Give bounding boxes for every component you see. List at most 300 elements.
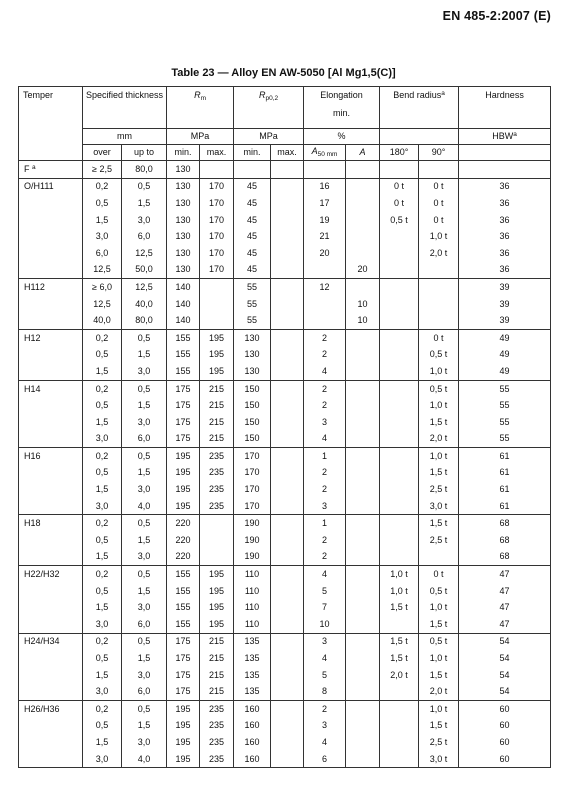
header-unit-bend-empty — [380, 129, 459, 145]
cell-a — [346, 599, 380, 616]
table-row — [19, 296, 551, 313]
table-row — [19, 431, 551, 448]
cell-rp-min: 160 — [234, 734, 271, 751]
cell-rp-max — [271, 515, 304, 532]
cell-rp-max — [271, 212, 304, 229]
cell-hardness: 60 — [459, 718, 551, 735]
cell-bend-180 — [380, 363, 419, 380]
cell-up-to: 0,5 — [122, 633, 167, 650]
cell-a50mm: 12 — [304, 279, 346, 296]
cell-rp-max — [271, 312, 304, 329]
cell-rp-max — [271, 566, 304, 583]
cell-over: 3,0 — [83, 683, 122, 700]
cell-rm-max: 195 — [200, 566, 234, 583]
cell-bend-90 — [419, 262, 459, 279]
cell-temper: H26/H36 — [19, 701, 83, 718]
cell-bend-180 — [380, 312, 419, 329]
cell-rp-max — [271, 363, 304, 380]
cell-rm-max: 235 — [200, 701, 234, 718]
cell-hardness: 61 — [459, 448, 551, 465]
cell-rm-min: 140 — [167, 312, 200, 329]
cell-rp-max — [271, 262, 304, 279]
cell-rp-max — [271, 718, 304, 735]
cell-rp-max — [271, 228, 304, 245]
cell-rm-max: 215 — [200, 683, 234, 700]
cell-rm-min: 220 — [167, 549, 200, 566]
table-row — [19, 245, 551, 262]
cell-a50mm: 2 — [304, 549, 346, 566]
cell-a — [346, 448, 380, 465]
cell-bend-180: 0,5 t — [380, 212, 419, 229]
cell-rp-max — [271, 650, 304, 667]
cell-a — [346, 195, 380, 212]
cell-rm-max: 170 — [200, 212, 234, 229]
cell-bend-180 — [380, 498, 419, 515]
cell-bend-180 — [380, 397, 419, 414]
cell-bend-180: 1,0 t — [380, 583, 419, 600]
cell-rp-min: 150 — [234, 380, 271, 397]
cell-up-to: 6,0 — [122, 228, 167, 245]
cell-rm-max: 215 — [200, 667, 234, 684]
cell-a — [346, 683, 380, 700]
table-row — [19, 566, 551, 583]
cell-rp-min: 160 — [234, 751, 271, 768]
cell-rm-min: 175 — [167, 380, 200, 397]
cell-rp-max — [271, 347, 304, 364]
header-unit-mpa-rm: MPa — [167, 129, 234, 145]
cell-hardness: 55 — [459, 414, 551, 431]
cell-temper — [19, 549, 83, 566]
cell-over: 0,5 — [83, 718, 122, 735]
cell-hardness: 36 — [459, 245, 551, 262]
cell-bend-180: 1,0 t — [380, 566, 419, 583]
cell-up-to: 6,0 — [122, 683, 167, 700]
table-row — [19, 195, 551, 212]
cell-a — [346, 633, 380, 650]
cell-a — [346, 245, 380, 262]
cell-bend-180: 1,5 t — [380, 650, 419, 667]
header-unit-percent: % — [304, 129, 380, 145]
cell-up-to: 1,5 — [122, 195, 167, 212]
cell-a50mm: 3 — [304, 414, 346, 431]
standard-reference: EN 485-2:2007 (E) — [442, 9, 551, 23]
cell-a — [346, 228, 380, 245]
cell-a — [346, 161, 380, 179]
cell-rp-min: 55 — [234, 312, 271, 329]
cell-up-to: 6,0 — [122, 431, 167, 448]
cell-a — [346, 650, 380, 667]
cell-rm-max — [200, 549, 234, 566]
cell-rp-max — [271, 667, 304, 684]
cell-rm-max — [200, 279, 234, 296]
cell-bend-90: 1,0 t — [419, 650, 459, 667]
cell-up-to: 3,0 — [122, 363, 167, 380]
cell-temper — [19, 397, 83, 414]
cell-hardness: 54 — [459, 633, 551, 650]
cell-hardness: 49 — [459, 363, 551, 380]
cell-rm-min: 195 — [167, 751, 200, 768]
cell-a — [346, 380, 380, 397]
cell-hardness: 54 — [459, 650, 551, 667]
cell-rp-min: 110 — [234, 583, 271, 600]
cell-hardness: 61 — [459, 498, 551, 515]
cell-over: 3,0 — [83, 431, 122, 448]
cell-rp-min: 45 — [234, 195, 271, 212]
table-row — [19, 347, 551, 364]
cell-a — [346, 583, 380, 600]
cell-temper — [19, 347, 83, 364]
table-row — [19, 515, 551, 532]
cell-temper — [19, 228, 83, 245]
cell-rm-min: 155 — [167, 616, 200, 633]
cell-a: 10 — [346, 296, 380, 313]
cell-bend-90: 0 t — [419, 566, 459, 583]
table-row — [19, 481, 551, 498]
cell-rp-max — [271, 195, 304, 212]
table-row — [19, 751, 551, 768]
cell-a50mm: 1 — [304, 448, 346, 465]
cell-rp-max — [271, 599, 304, 616]
cell-temper — [19, 195, 83, 212]
cell-temper — [19, 431, 83, 448]
table-row — [19, 363, 551, 380]
cell-bend-90: 1,5 t — [419, 667, 459, 684]
cell-up-to: 0,5 — [122, 329, 167, 346]
cell-temper — [19, 312, 83, 329]
cell-up-to: 1,5 — [122, 397, 167, 414]
table-row — [19, 650, 551, 667]
cell-rp-min: 130 — [234, 347, 271, 364]
cell-bend-90: 0,5 t — [419, 347, 459, 364]
cell-a50mm — [304, 312, 346, 329]
cell-hardness: 60 — [459, 701, 551, 718]
cell-rp-max — [271, 448, 304, 465]
header-over: over — [83, 145, 122, 161]
table-row — [19, 549, 551, 566]
cell-bend-180 — [380, 296, 419, 313]
cell-hardness: 36 — [459, 195, 551, 212]
cell-rm-min: 195 — [167, 448, 200, 465]
cell-bend-180: 1,5 t — [380, 633, 419, 650]
cell-rm-min: 155 — [167, 583, 200, 600]
cell-bend-90: 2,5 t — [419, 481, 459, 498]
cell-rp-max — [271, 583, 304, 600]
cell-rm-min: 130 — [167, 212, 200, 229]
table-row — [19, 683, 551, 700]
cell-temper — [19, 296, 83, 313]
cell-rp-min: 190 — [234, 515, 271, 532]
cell-temper — [19, 616, 83, 633]
cell-bend-90: 0 t — [419, 329, 459, 346]
cell-up-to: 1,5 — [122, 583, 167, 600]
cell-a50mm: 4 — [304, 734, 346, 751]
cell-a50mm: 7 — [304, 599, 346, 616]
cell-rp-min: 110 — [234, 599, 271, 616]
cell-rp-max — [271, 633, 304, 650]
cell-a50mm: 8 — [304, 683, 346, 700]
cell-rm-min: 155 — [167, 329, 200, 346]
cell-bend-90 — [419, 279, 459, 296]
cell-rp-min: 45 — [234, 212, 271, 229]
cell-a — [346, 397, 380, 414]
cell-a50mm: 2 — [304, 701, 346, 718]
header-unit-mm: mm — [83, 129, 167, 145]
cell-temper — [19, 667, 83, 684]
cell-a50mm: 10 — [304, 616, 346, 633]
cell-over: 1,5 — [83, 734, 122, 751]
cell-bend-90: 0,5 t — [419, 583, 459, 600]
header-hardness: Hardness — [459, 87, 551, 129]
cell-up-to: 1,5 — [122, 347, 167, 364]
cell-a50mm — [304, 161, 346, 179]
cell-rp-min: 45 — [234, 228, 271, 245]
cell-rm-min: 140 — [167, 279, 200, 296]
cell-a50mm: 5 — [304, 667, 346, 684]
cell-rm-min: 220 — [167, 532, 200, 549]
cell-a50mm: 19 — [304, 212, 346, 229]
cell-rm-min: 175 — [167, 397, 200, 414]
cell-over: 0,2 — [83, 329, 122, 346]
cell-bend-90: 2,5 t — [419, 532, 459, 549]
header-elongation: Elongation min. — [304, 87, 380, 129]
header-proof-strength: $R_{p0,2}$ — [234, 87, 304, 129]
cell-over: 0,2 — [83, 178, 122, 195]
cell-rm-max: 235 — [200, 734, 234, 751]
cell-temper — [19, 212, 83, 229]
cell-up-to: 0,5 — [122, 701, 167, 718]
cell-rp-max — [271, 397, 304, 414]
cell-a — [346, 431, 380, 448]
cell-over: 12,5 — [83, 296, 122, 313]
cell-rp-max — [271, 431, 304, 448]
cell-up-to: 3,0 — [122, 212, 167, 229]
header-up-to: up to — [122, 145, 167, 161]
header-temper: Temper — [19, 87, 83, 161]
cell-bend-180 — [380, 701, 419, 718]
cell-over: 1,5 — [83, 212, 122, 229]
cell-rm-max: 195 — [200, 363, 234, 380]
cell-temper: H112 — [19, 279, 83, 296]
cell-bend-90: 3,0 t — [419, 751, 459, 768]
cell-temper: F $^a$ — [19, 161, 83, 179]
cell-rm-max: 195 — [200, 599, 234, 616]
cell-over: 0,2 — [83, 380, 122, 397]
cell-rp-min: 130 — [234, 329, 271, 346]
cell-hardness: 61 — [459, 465, 551, 482]
cell-rm-min: 155 — [167, 363, 200, 380]
cell-up-to: 0,5 — [122, 178, 167, 195]
cell-a — [346, 347, 380, 364]
cell-rp-min: 160 — [234, 701, 271, 718]
cell-up-to: 1,5 — [122, 465, 167, 482]
cell-rp-min: 190 — [234, 532, 271, 549]
cell-rm-min: 155 — [167, 347, 200, 364]
cell-rm-max: 235 — [200, 448, 234, 465]
cell-bend-180 — [380, 228, 419, 245]
cell-bend-90: 2,5 t — [419, 734, 459, 751]
cell-hardness: 36 — [459, 262, 551, 279]
cell-hardness: 68 — [459, 549, 551, 566]
cell-hardness: 49 — [459, 329, 551, 346]
cell-rm-min: 195 — [167, 465, 200, 482]
cell-bend-90 — [419, 296, 459, 313]
cell-a50mm: 4 — [304, 566, 346, 583]
cell-rp-max — [271, 296, 304, 313]
cell-rp-min: 110 — [234, 566, 271, 583]
cell-rp-min: 135 — [234, 683, 271, 700]
cell-hardness: 39 — [459, 296, 551, 313]
table-row — [19, 667, 551, 684]
cell-temper: O/H111 — [19, 178, 83, 195]
table-row — [19, 178, 551, 195]
cell-hardness: 54 — [459, 667, 551, 684]
cell-over: 0,5 — [83, 650, 122, 667]
cell-temper — [19, 650, 83, 667]
cell-hardness: 61 — [459, 481, 551, 498]
cell-rp-max — [271, 701, 304, 718]
cell-rm-min: 195 — [167, 701, 200, 718]
cell-rm-max — [200, 515, 234, 532]
cell-rm-max: 215 — [200, 633, 234, 650]
cell-bend-90: 1,5 t — [419, 616, 459, 633]
cell-rm-max: 235 — [200, 481, 234, 498]
cell-bend-90: 1,5 t — [419, 465, 459, 482]
cell-bend-90: 1,5 t — [419, 718, 459, 735]
cell-temper: H24/H34 — [19, 633, 83, 650]
cell-rm-max: 170 — [200, 262, 234, 279]
cell-up-to: 0,5 — [122, 380, 167, 397]
cell-bend-90: 2,0 t — [419, 683, 459, 700]
cell-over: ≥ 6,0 — [83, 279, 122, 296]
cell-bend-180 — [380, 549, 419, 566]
cell-a — [346, 751, 380, 768]
table-row — [19, 312, 551, 329]
cell-rp-max — [271, 683, 304, 700]
header-bend-180: 180° — [380, 145, 419, 161]
cell-bend-90: 3,0 t — [419, 498, 459, 515]
cell-temper — [19, 498, 83, 515]
cell-up-to: 1,5 — [122, 650, 167, 667]
cell-up-to: 40,0 — [122, 296, 167, 313]
cell-rp-max — [271, 481, 304, 498]
table-row — [19, 734, 551, 751]
cell-rm-min: 175 — [167, 633, 200, 650]
cell-up-to: 4,0 — [122, 498, 167, 515]
cell-rp-max — [271, 734, 304, 751]
cell-over: 1,5 — [83, 667, 122, 684]
cell-temper — [19, 245, 83, 262]
cell-bend-180 — [380, 329, 419, 346]
cell-a50mm: 5 — [304, 583, 346, 600]
cell-rp-max — [271, 245, 304, 262]
cell-rm-max: 215 — [200, 380, 234, 397]
cell-bend-90: 0,5 t — [419, 633, 459, 650]
header-a50mm: $A_{50 mm}$ — [304, 145, 346, 161]
cell-up-to: 3,0 — [122, 667, 167, 684]
header-a: A — [346, 145, 380, 161]
cell-up-to: 3,0 — [122, 599, 167, 616]
cell-over: 6,0 — [83, 245, 122, 262]
cell-rp-min — [234, 161, 271, 179]
cell-a — [346, 279, 380, 296]
cell-a — [346, 701, 380, 718]
cell-a — [346, 718, 380, 735]
cell-a — [346, 178, 380, 195]
cell-bend-180 — [380, 347, 419, 364]
cell-a50mm: 16 — [304, 178, 346, 195]
cell-rm-max: 170 — [200, 228, 234, 245]
cell-hardness: 36 — [459, 228, 551, 245]
cell-rp-min: 170 — [234, 498, 271, 515]
cell-rm-max: 215 — [200, 431, 234, 448]
table-row — [19, 465, 551, 482]
cell-bend-90: 1,0 t — [419, 363, 459, 380]
cell-hardness: 68 — [459, 515, 551, 532]
cell-rm-min: 195 — [167, 481, 200, 498]
cell-temper: H14 — [19, 380, 83, 397]
cell-rm-max: 170 — [200, 195, 234, 212]
cell-temper — [19, 683, 83, 700]
cell-a50mm: 20 — [304, 245, 346, 262]
cell-rm-max — [200, 532, 234, 549]
table-row — [19, 228, 551, 245]
header-rm-max: max. — [200, 145, 234, 161]
cell-temper — [19, 481, 83, 498]
cell-a — [346, 212, 380, 229]
cell-a50mm: 3 — [304, 633, 346, 650]
cell-rm-min: 195 — [167, 734, 200, 751]
cell-rm-max — [200, 296, 234, 313]
cell-bend-180 — [380, 448, 419, 465]
cell-rm-min: 140 — [167, 296, 200, 313]
header-rp-max: max. — [271, 145, 304, 161]
cell-up-to: 80,0 — [122, 312, 167, 329]
cell-over: 3,0 — [83, 751, 122, 768]
table-row — [19, 718, 551, 735]
table-row — [19, 448, 551, 465]
table-body — [19, 161, 551, 768]
cell-a50mm: 2 — [304, 329, 346, 346]
cell-rp-min: 45 — [234, 262, 271, 279]
cell-bend-90: 1,0 t — [419, 448, 459, 465]
cell-rp-min: 160 — [234, 718, 271, 735]
cell-up-to: 12,5 — [122, 279, 167, 296]
cell-a — [346, 363, 380, 380]
table-row — [19, 633, 551, 650]
cell-over: ≥ 2,5 — [83, 161, 122, 179]
cell-bend-180: 1,5 t — [380, 599, 419, 616]
cell-temper — [19, 718, 83, 735]
cell-rm-min: 130 — [167, 228, 200, 245]
cell-rp-min: 150 — [234, 431, 271, 448]
cell-a — [346, 667, 380, 684]
cell-over: 0,2 — [83, 448, 122, 465]
cell-a — [346, 329, 380, 346]
cell-rp-min: 110 — [234, 616, 271, 633]
cell-rp-max — [271, 751, 304, 768]
cell-temper — [19, 751, 83, 768]
cell-bend-90: 0 t — [419, 195, 459, 212]
cell-up-to: 4,0 — [122, 751, 167, 768]
cell-a50mm: 2 — [304, 380, 346, 397]
cell-rm-max: 235 — [200, 498, 234, 515]
cell-up-to: 1,5 — [122, 532, 167, 549]
cell-a — [346, 414, 380, 431]
cell-a — [346, 566, 380, 583]
table-row — [19, 583, 551, 600]
cell-a — [346, 616, 380, 633]
cell-rm-min: 130 — [167, 245, 200, 262]
